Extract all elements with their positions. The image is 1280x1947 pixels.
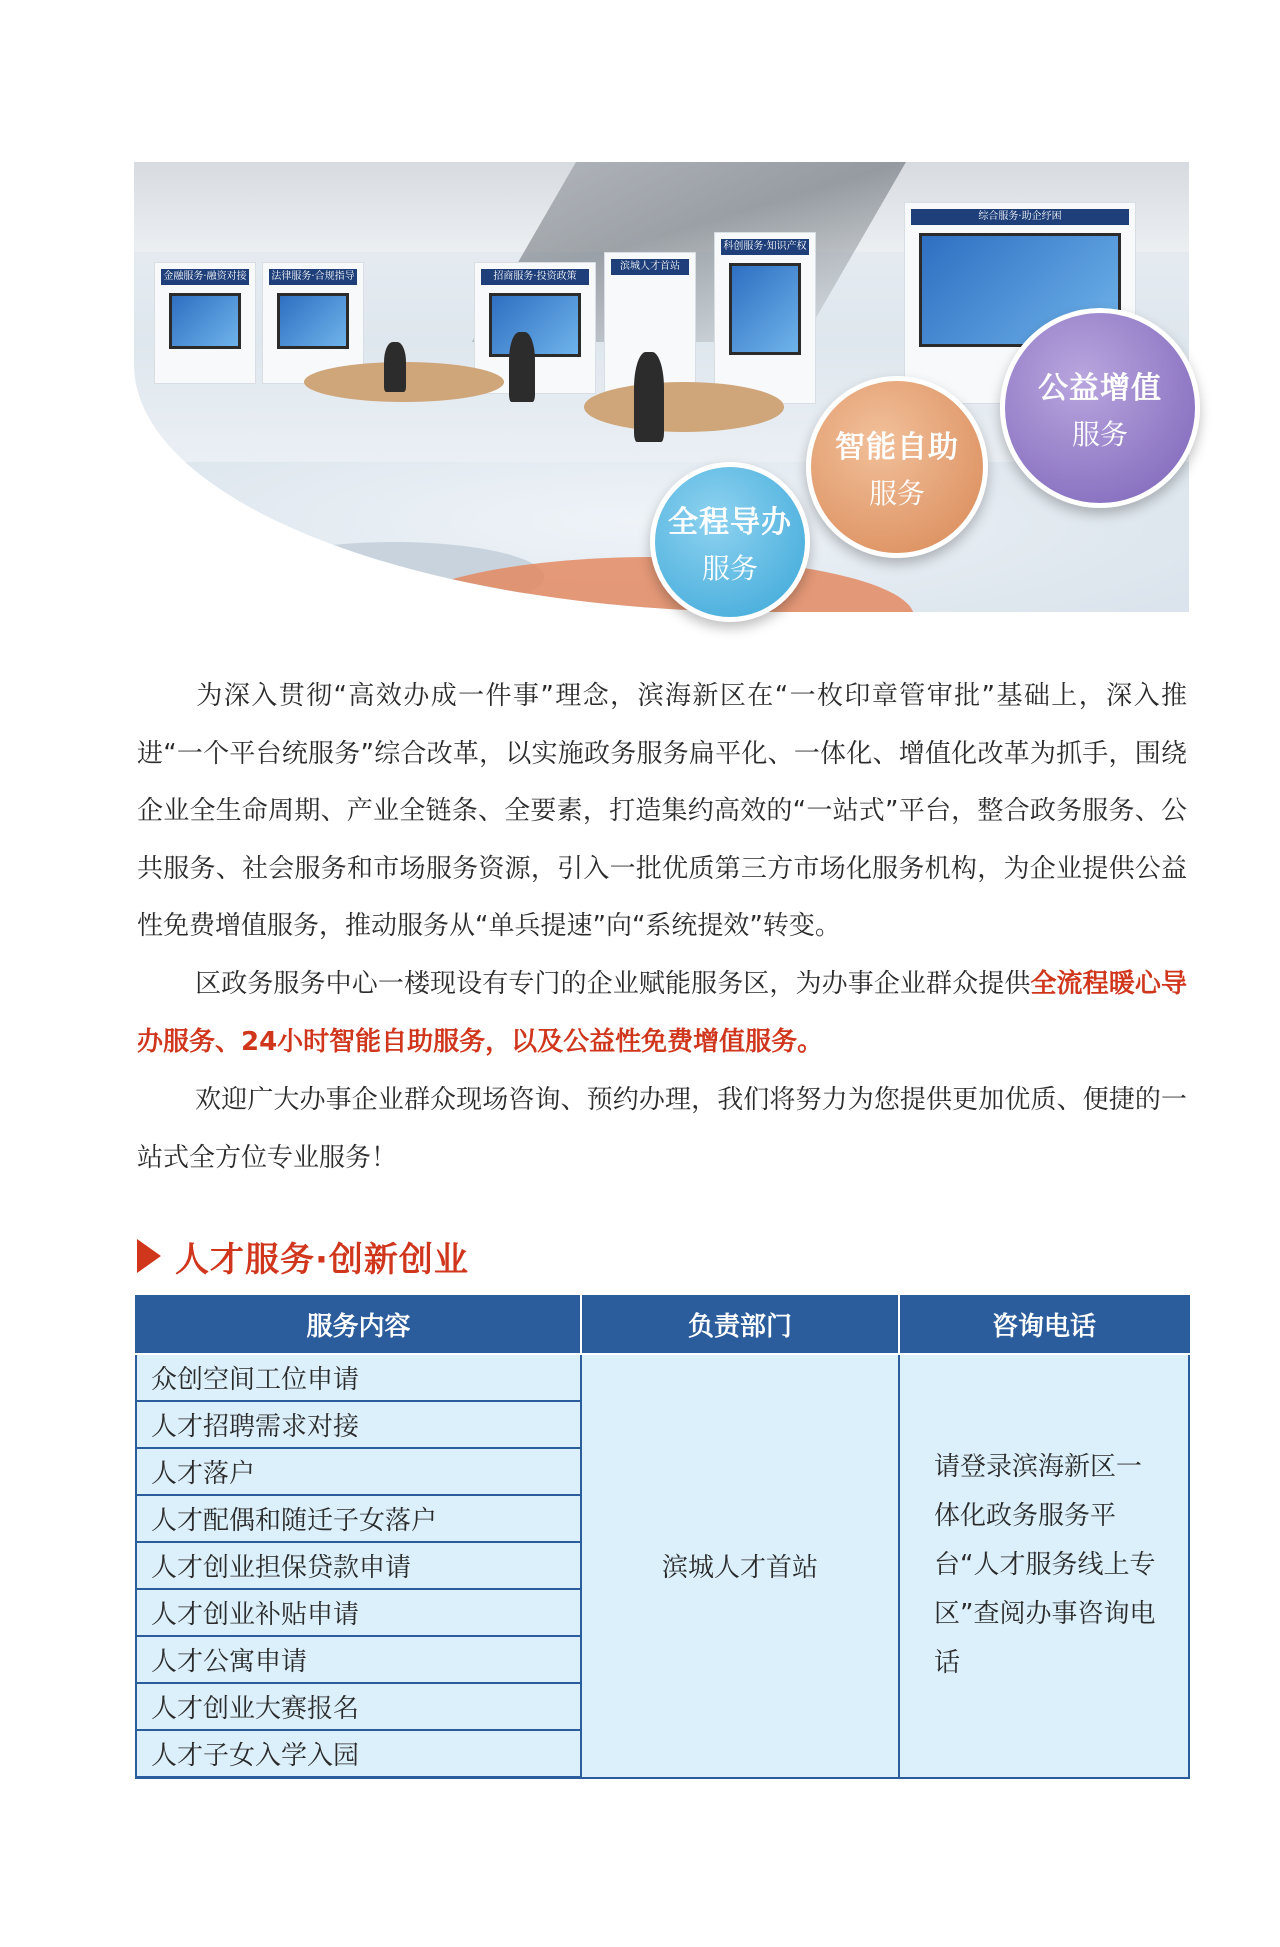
- play-arrow-icon: [137, 1239, 161, 1273]
- section-title: 人才服务·创新创业: [175, 1239, 469, 1280]
- bubble-title: 公益增值: [1038, 371, 1162, 406]
- self-service-bubble: [806, 376, 988, 558]
- guide-service-bubble: [650, 462, 810, 622]
- booth-sign: 金融服务·融资对接: [161, 269, 249, 285]
- service-item: 众创空间工位申请: [136, 1354, 581, 1401]
- intro-paragraph-2: [137, 956, 1187, 1071]
- service-table: [135, 1295, 1190, 1779]
- table-header-row: [136, 1295, 1189, 1354]
- photo-person: [509, 332, 535, 402]
- booth-screen: [169, 293, 241, 349]
- booth-sign: 法律服务·合规指导: [269, 269, 357, 285]
- service-item: 人才招聘需求对接: [136, 1401, 581, 1448]
- intro-paragraph-1: [137, 668, 1187, 956]
- department-cell: 滨城人才首站: [581, 1354, 899, 1778]
- service-item: 人才创业大赛报名: [136, 1683, 581, 1730]
- intro-text: 欢迎广大办事企业群众现场咨询、预约办理，我们将努力为您提供更加优质、便捷的一站式全方位专业服务！: [137, 1085, 1187, 1173]
- booth-sign: 招商服务·投资政策: [481, 269, 589, 285]
- bubble-title: 智能自助: [835, 430, 959, 465]
- intro-paragraph-3: [137, 1072, 1187, 1187]
- booth-sign: 综合服务·助企纾困: [911, 209, 1129, 225]
- booth-screen: [277, 293, 349, 349]
- bubble-subtitle: 服务: [701, 552, 758, 585]
- table-row: [136, 1354, 1189, 1401]
- column-header-phone: 咨询电话: [899, 1295, 1189, 1354]
- photo-person: [634, 352, 664, 442]
- intro-text: 为深入贯彻“高效办成一件事”理念，滨海新区在“一枚印章管审批”基础上，深入推进“一个平台统服务”综合改革，以实施政务服务扁平化、一体化、增值化改革为抓手，围绕企业全生命周期、产业全链条、全要素，打造集约高效的“一站式”平台，整合政务服务、公共服务、社会服务和市场服务资源，引入一批优质第三方市场化服务机构，为企业提供公益性免费增值服务，推动服务从“单兵提速”向“系统提效”转变。: [137, 681, 1187, 941]
- booth-tech: [714, 232, 816, 404]
- photo-desk: [584, 382, 784, 432]
- bubble-title: 全程导办: [668, 505, 792, 540]
- section-heading: [137, 1232, 469, 1280]
- bubble-subtitle: 服务: [868, 477, 925, 510]
- booth-sign: 滨城人才首站: [611, 259, 689, 275]
- booth-finance: [154, 262, 256, 384]
- bubble-subtitle: 服务: [1071, 418, 1128, 451]
- service-item: 人才创业担保贷款申请: [136, 1542, 581, 1589]
- service-item: 人才落户: [136, 1448, 581, 1495]
- booth-screen: [729, 263, 801, 355]
- service-item: 人才创业补贴申请: [136, 1589, 581, 1636]
- intro-text: 区政务服务中心一楼现设有专门的企业赋能服务区，为办事企业群众提供: [195, 969, 1031, 999]
- value-added-service-bubble: [1000, 308, 1200, 508]
- booth-screen: [489, 293, 581, 357]
- service-item: 人才公寓申请: [136, 1636, 581, 1683]
- phone-cell: 请登录滨海新区一体化政务服务平台“人才服务线上专区”查阅办事咨询电话: [899, 1354, 1189, 1778]
- service-item: 人才子女入学入园: [136, 1730, 581, 1778]
- highlight-text: 全流程暖心导办服务、24小时智能自助服务，以及公益性免费增值服务。: [137, 969, 1187, 1057]
- column-header-department: 负责部门: [581, 1295, 899, 1354]
- photo-person: [384, 342, 406, 392]
- booth-sign: 科创服务·知识产权: [721, 239, 809, 255]
- column-header-service: 服务内容: [136, 1295, 581, 1354]
- service-item: 人才配偶和随迁子女落户: [136, 1495, 581, 1542]
